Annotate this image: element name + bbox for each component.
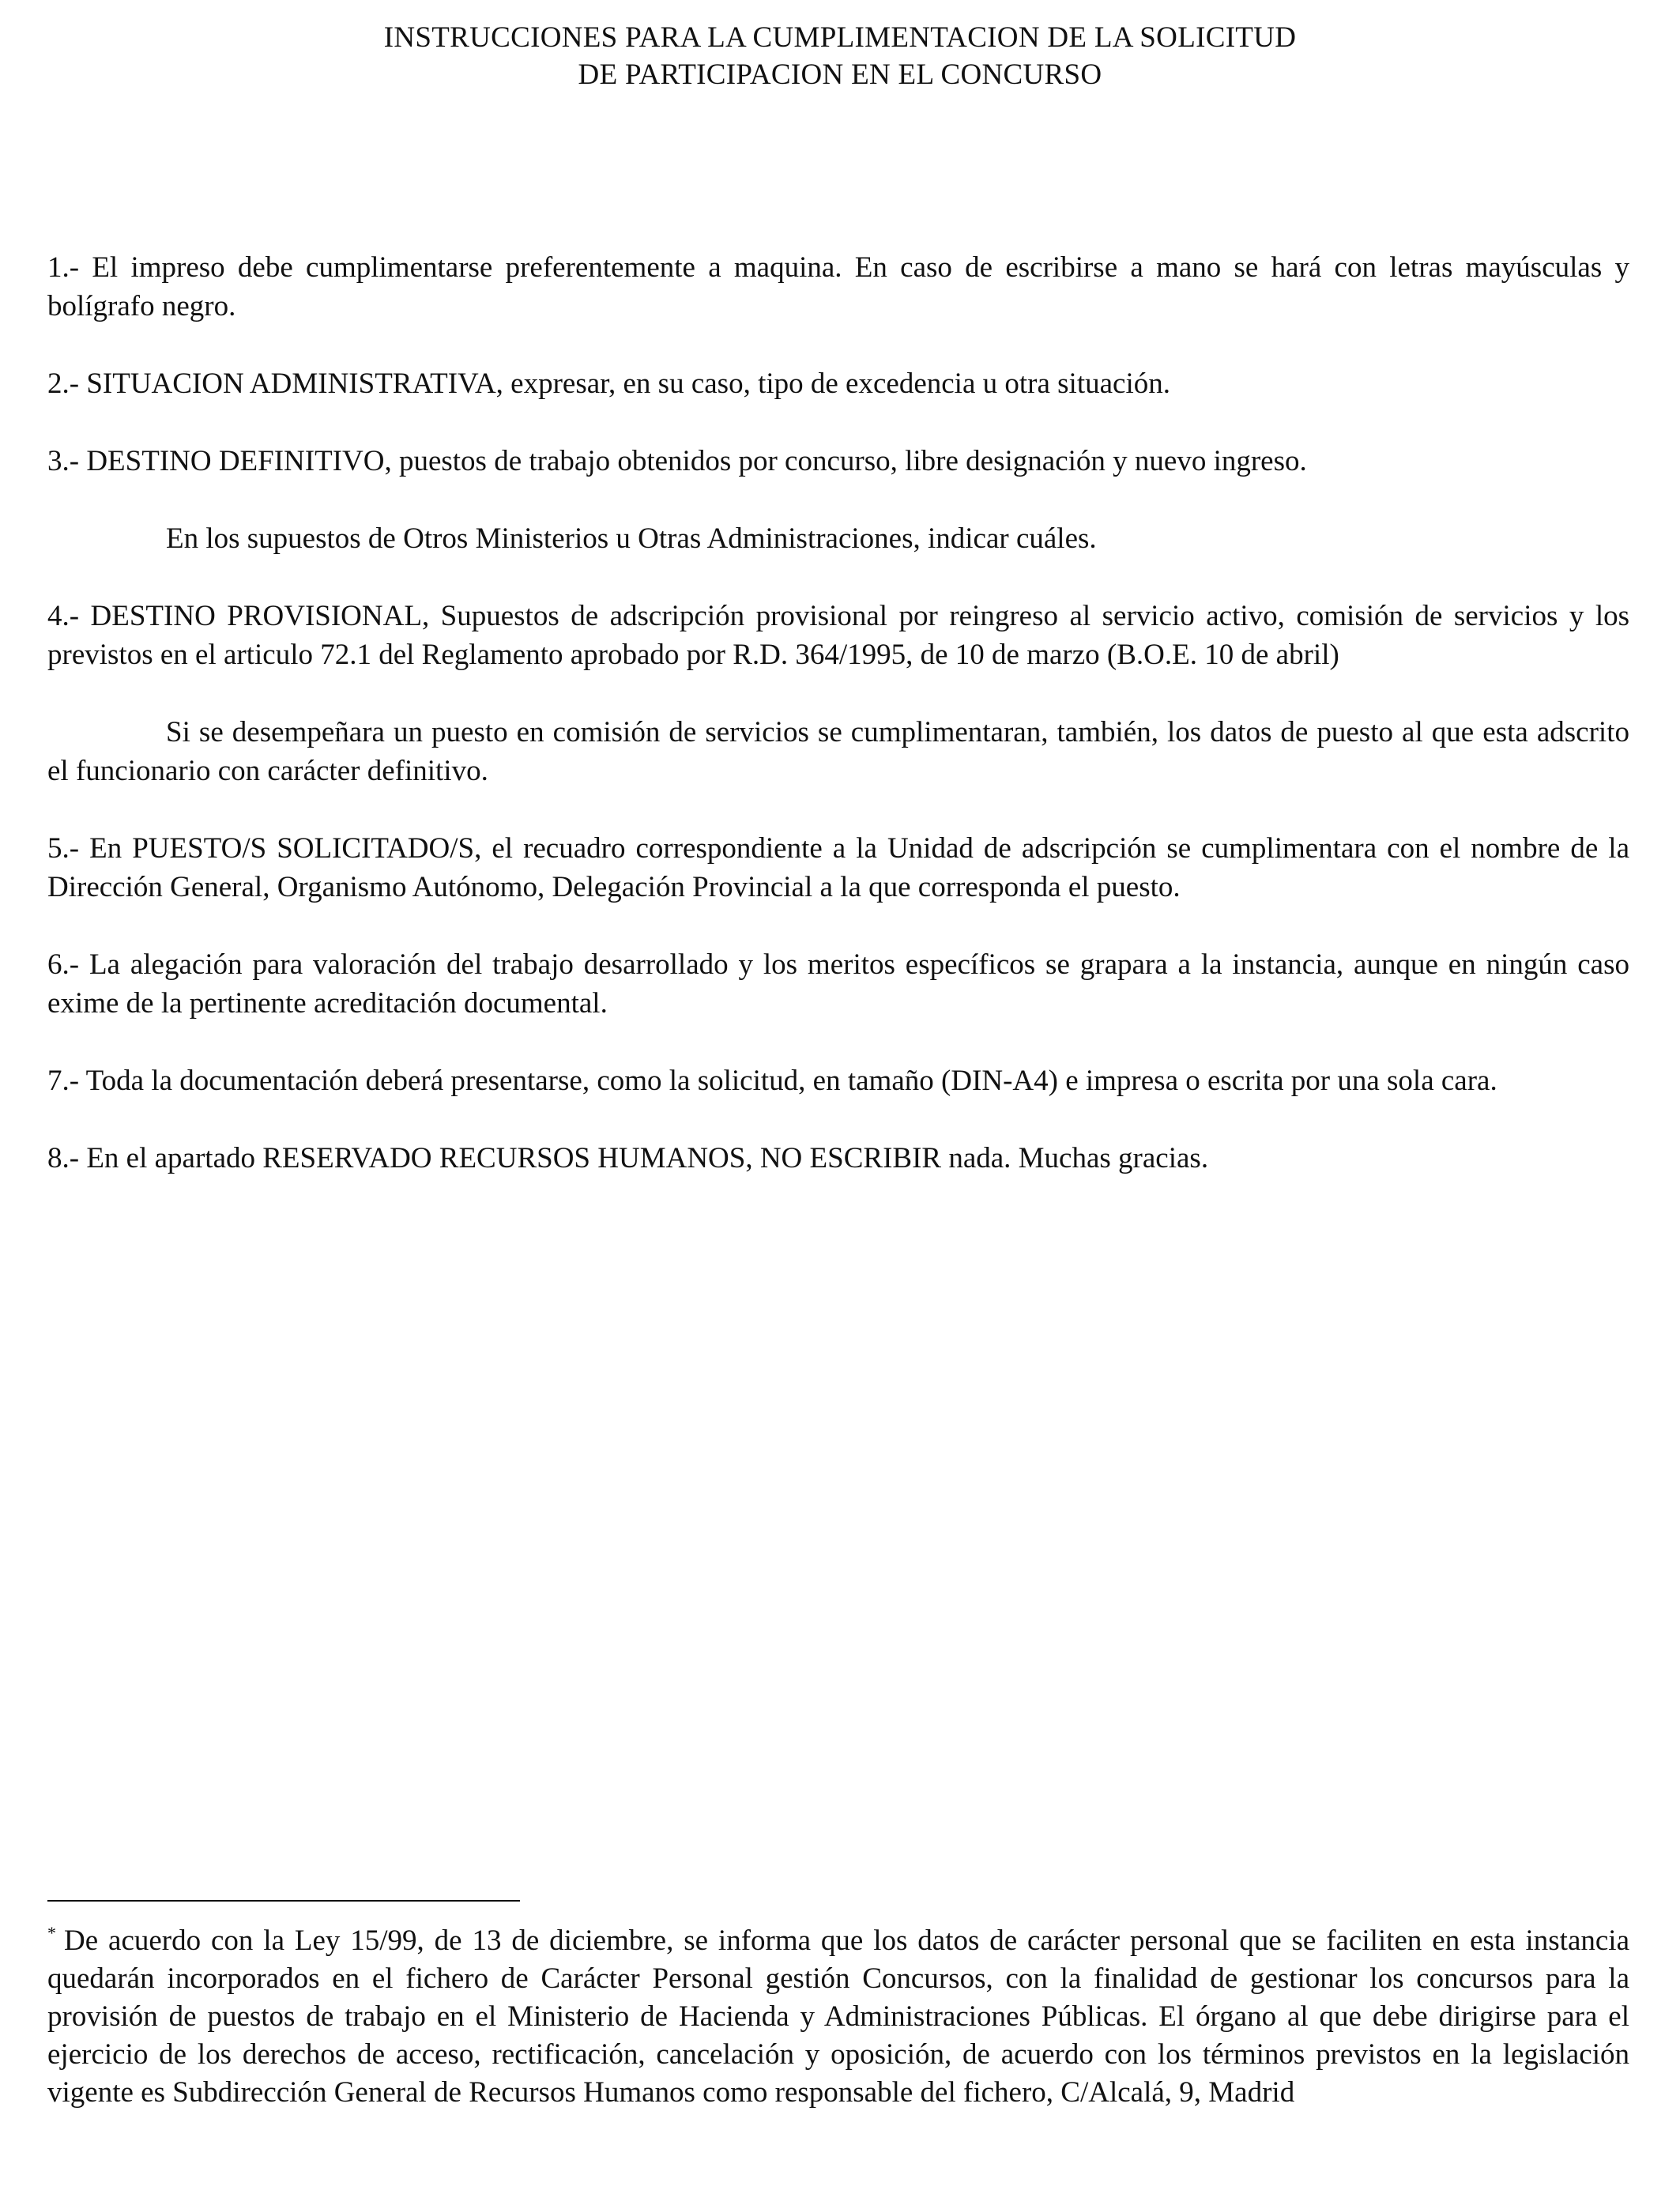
instructions-body [47, 248, 1629, 1216]
instruction-5: 5.- En PUESTO/S SOLICITADO/S, el recuadro correspondiente a la Unidad de adscripción se cumplimentara con el nombre de la Dirección General, Organismo Autónomo, Delegación Provincial a la que corresponda el puesto. [47, 832, 1629, 903]
instruction-4: 4.- DESTINO PROVISIONAL, Supuestos de adscripción provisional por reingreso al servicio activo, comisión de servicios y los previstos en el articulo 72.1 del Reglamento aprobado por R.D. 364/1995, de 10 de marzo (B.O.E. 10 de abril) [47, 600, 1629, 671]
instruction-3-note: En los supuestos de Otros Ministerios u Otras Administraciones, indicar cuáles. [166, 522, 1097, 555]
instruction-3: 3.- DESTINO DEFINITIVO, puestos de trabajo obtenidos por concurso, libre designación y nuevo ingreso. [47, 445, 1307, 477]
title-line-2: DE PARTICIPACION EN EL CONCURSO [578, 58, 1102, 91]
footnote-text: De acuerdo con la Ley 15/99, de 13 de diciembre, se informa que los datos de carácter personal que se faciliten en esta instancia quedarán incorporados en el fichero de Carácter Personal gestión Concursos, con la finalidad de gestionar los concursos para la provisión de puestos de trabajo en el Ministerio de Hacienda y Administraciones Públicas. El órgano al que debe dirigirse para el ejercicio de los derechos de acceso, rectificación, cancelación y oposición, de acuerdo con los términos previstos en la legislación vigente es Subdirección General de Recursos Humanos como responsable del fichero, C/Alcalá, 9, Madrid [47, 1924, 1629, 2109]
page-title [0, 19, 1680, 93]
title-line-1: INSTRUCCIONES PARA LA CUMPLIMENTACION DE LA SOLICITUD [383, 21, 1297, 54]
instruction-7: 7.- Toda la documentación deberá presentarse, como la solicitud, en tamaño (DIN-A4) e impresa o escrita por una sola cara. [47, 1065, 1497, 1097]
instruction-1: 1.- El impreso debe cumplimentarse preferentemente a maquina. En caso de escribirse a mano se hará con letras mayúsculas y bolígrafo negro. [47, 251, 1629, 322]
instruction-6: 6.- La alegación para valoración del trabajo desarrollado y los meritos específicos se grapara a la instancia, aunque en ningún caso exime de la pertinente acreditación documental. [47, 948, 1629, 1020]
footnote [47, 1922, 1629, 2112]
footnote-marker: * [47, 1923, 56, 1943]
footnote-divider [47, 1900, 520, 1902]
instruction-8: 8.- En el apartado RESERVADO RECURSOS HUMANOS, NO ESCRIBIR nada. Muchas gracias. [47, 1142, 1209, 1174]
instruction-4-note: Si se desempeñara un puesto en comisión de servicios se cumplimentaran, también, los datos de puesto al que esta adscrito el funcionario con carácter definitivo. [47, 716, 1629, 787]
instruction-2: 2.- SITUACION ADMINISTRATIVA, expresar, en su caso, tipo de excedencia u otra situación. [47, 368, 1170, 400]
